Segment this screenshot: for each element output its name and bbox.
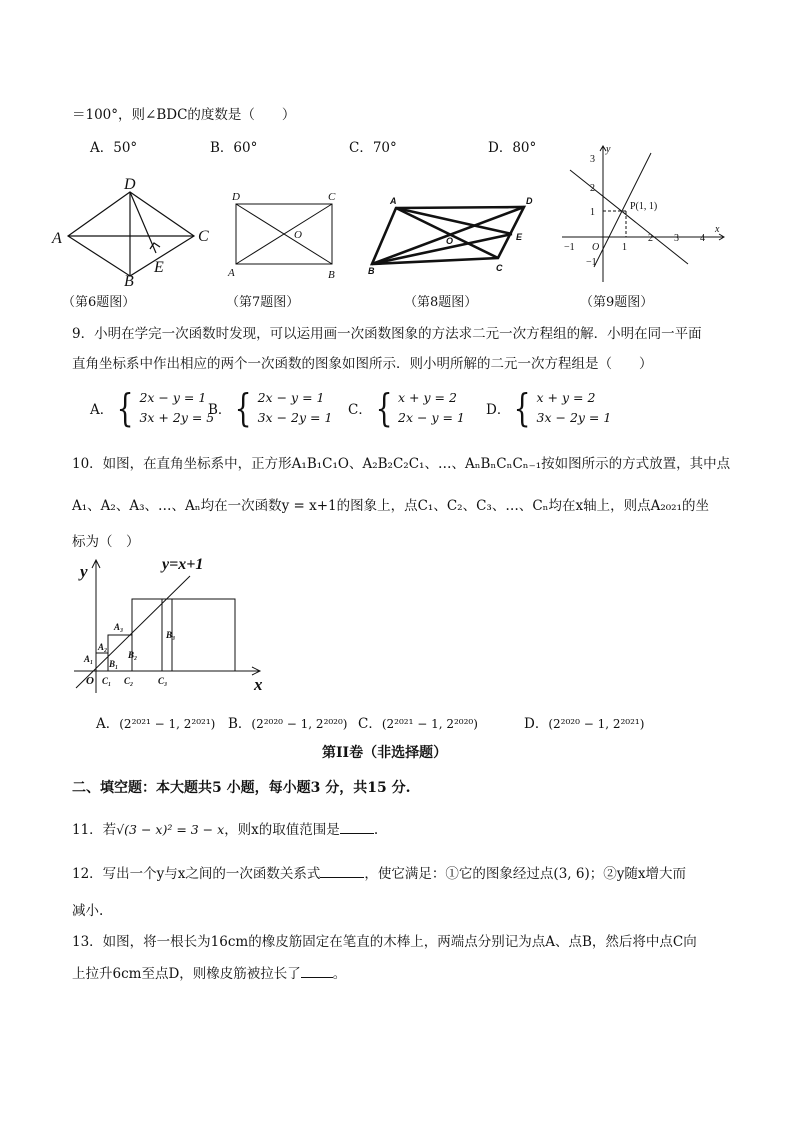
brace-icon: { — [375, 386, 393, 430]
brace-icon: { — [235, 386, 252, 430]
brace-icon: { — [513, 386, 531, 430]
fig9-origin: O — [592, 242, 600, 253]
q10-option-c-value: (2²⁰²¹ − 1, 2²⁰²⁰) — [381, 717, 478, 731]
figure-7-rectangle — [226, 188, 346, 282]
fig8-label-a: A — [390, 196, 397, 206]
q13-line1: 13．如图，将一根长为16cm的橡皮筋固定在笔直的木棒上，两端点分别记为点A、点B，然后将中点C向 — [72, 934, 697, 950]
fig7-label-c: C — [328, 191, 336, 203]
q11-text-before: 11．若 — [72, 822, 117, 838]
fig9-y-axis-label: y — [606, 144, 611, 155]
q11-formula: √(3 − x)² = 3 − x — [116, 822, 225, 837]
q10-option-c — [358, 712, 478, 732]
fig9-x-tick-2: 2 — [648, 233, 653, 244]
q9-option-b-label: B． — [208, 402, 232, 418]
fig8-label-b: B — [368, 266, 375, 276]
q10-option-d — [524, 712, 644, 732]
q10-label-b1: B₁ — [109, 659, 119, 669]
q9-c-eq2: 2x − y = 1 — [398, 410, 465, 425]
fig8-label-o: O — [446, 236, 454, 246]
fig6-label-e: E — [154, 259, 164, 276]
q9-option-a-label: A． — [90, 402, 114, 418]
fig9-x-tick-4: 4 — [700, 233, 705, 244]
q10-option-a — [96, 712, 215, 732]
q10-option-b-value: (2²⁰²⁰ − 1, 2²⁰²⁰) — [251, 717, 348, 731]
fig9-y-tick-3: 3 — [590, 154, 595, 165]
q13-answer-blank[interactable] — [301, 965, 333, 978]
q10-option-b-label: B． — [228, 716, 252, 732]
brace-icon: { — [116, 386, 134, 430]
q11-end: . — [373, 822, 379, 838]
fig7-caption: （第7题图） — [226, 295, 300, 310]
q12-answer-blank[interactable] — [320, 865, 364, 878]
q9-a-eq2: 3x + 2y = 5 — [139, 410, 215, 425]
q10-label-a2: A₂ — [98, 642, 108, 652]
q9-option-b — [208, 388, 332, 428]
q8-option-d: D．80° — [488, 140, 537, 156]
q13-line2-a: 上拉升6cm至点D，则橡皮筋被拉长了 — [72, 966, 301, 982]
fig7-label-b: B — [328, 269, 335, 281]
fig9-point-label: P(1, 1) — [630, 201, 658, 212]
fig8-label-e: E — [516, 232, 523, 242]
q10-option-a-label: A． — [96, 716, 120, 732]
figure-9-graph — [560, 140, 735, 285]
q9-d-eq1: x + y = 2 — [536, 390, 596, 405]
q9-b-eq2: 3x − 2y = 1 — [257, 410, 333, 425]
fig8-caption: （第8题图） — [404, 295, 478, 310]
q10-label-a1: A₁ — [84, 654, 94, 664]
fig9-x-tick-minus1: −1 — [564, 242, 575, 253]
q9-option-c-label: C． — [348, 402, 372, 418]
fig7-label-d: D — [232, 191, 240, 203]
section-2-title: 第II卷（非选择题） — [322, 745, 448, 761]
fig6-label-a: A — [52, 230, 62, 247]
q8-option-a: A．50° — [90, 140, 138, 156]
q12-line2: 减小. — [72, 903, 104, 919]
q10-label-b3: B₃ — [166, 630, 176, 640]
figure-6-rhombus — [50, 176, 220, 288]
q9-b-eq1: 2x − y = 1 — [257, 390, 325, 405]
q9-option-d-label: D． — [486, 402, 511, 418]
q10-graph-title: y=x+1 — [162, 556, 204, 573]
q10-squares-graph — [70, 550, 280, 695]
part-2-heading: 二、填空题：本大题共5 小题，每小题3 分，共15 分. — [72, 780, 411, 796]
q10-line1: 10．如图，在直角坐标系中，正方形A₁B₁C₁O、A₂B₂C₂C₁、…、AₙBₙCₙCₙ₋₁按如图所示的方式放置，其中点 — [72, 456, 731, 472]
fig7-label-a: A — [228, 267, 235, 279]
q10-label-a3: A₃ — [114, 622, 124, 632]
fig9-y-tick-minus1: −1 — [586, 257, 597, 268]
q10-option-a-value: (2²⁰²¹ − 1, 2²⁰²¹) — [119, 717, 216, 731]
fig8-label-d: D — [526, 196, 533, 206]
fig9-x-tick-1: 1 — [622, 242, 627, 253]
q9-c-eq1: x + y = 2 — [398, 390, 457, 405]
q10-option-d-label: D． — [524, 716, 549, 732]
q10-label-b2: B₂ — [128, 650, 138, 660]
q10-label-c1: C₁ — [102, 676, 112, 686]
q10-line2: A₁、A₂、A₃、…、Aₙ均在一次函数y = x+1的图象上，点C₁、C₂、C₃、…、Cₙ均在x轴上，则点A₂₀₂₁的坐 — [72, 498, 710, 514]
q12-line1-b: ，使它满足：①它的图象经过点(3, 6)；②y随x增大而 — [364, 866, 686, 882]
q11-text-after: ，则x的取值范围是 — [224, 822, 340, 838]
q9-d-eq2: 3x − 2y = 1 — [536, 410, 612, 425]
q10-option-c-label: C． — [358, 716, 382, 732]
fig9-x-axis-label: x — [715, 224, 720, 235]
fig7-label-o: O — [294, 229, 302, 241]
q9-a-eq1: 2x − y = 1 — [139, 390, 207, 405]
q10-option-d-value: (2²⁰²⁰ − 1, 2²⁰²¹) — [548, 717, 645, 731]
fig6-label-c: C — [198, 228, 209, 245]
fig9-y-tick-2: 2 — [590, 183, 595, 194]
fig9-caption: （第9题图） — [580, 295, 654, 310]
q9-option-c — [348, 388, 465, 428]
fig6-caption: （第6题图） — [62, 295, 136, 310]
q8-option-c: C．70° — [349, 140, 397, 156]
q8-stem: ＝100°，则∠BDC的度数是（ ） — [72, 107, 296, 123]
q9-stem-line2: 直角坐标系中作出相应的两个一次函数的图象如图所示．则小明所解的二元一次方程组是（ ） — [72, 356, 653, 372]
q9-option-a — [90, 388, 214, 428]
q12-line1 — [72, 862, 686, 882]
q10-line3: 标为（ ） — [72, 534, 140, 550]
fig9-y-tick-1: 1 — [590, 207, 595, 218]
q10-option-b — [228, 712, 348, 732]
q10-graph-x-axis: x — [254, 675, 263, 694]
q10-graph-y-axis: y — [80, 562, 88, 581]
fig6-label-b: B — [124, 273, 134, 288]
q10-graph-origin: O — [86, 675, 94, 687]
q10-label-c2: C₂ — [124, 676, 134, 686]
q13-line2 — [72, 962, 346, 982]
fig6-label-d: D — [124, 176, 136, 193]
q13-line2-b: 。 — [332, 966, 347, 982]
q10-label-c3: C₃ — [158, 676, 168, 686]
q11-answer-blank[interactable] — [340, 821, 374, 834]
q8-option-b: B．60° — [210, 140, 258, 156]
q9-stem-line1: 9．小明在学完一次函数时发现，可以运用画一次函数图象的方法求二元一次方程组的解．小明在同一平面 — [72, 326, 702, 342]
q9-option-d — [486, 388, 611, 428]
fig9-x-tick-3: 3 — [674, 233, 679, 244]
figure-8-parallelogram — [364, 194, 544, 280]
q11 — [72, 818, 378, 838]
q12-line1-a: 12．写出一个y与x之间的一次函数关系式 — [72, 866, 321, 882]
fig8-label-c: C — [496, 263, 503, 273]
